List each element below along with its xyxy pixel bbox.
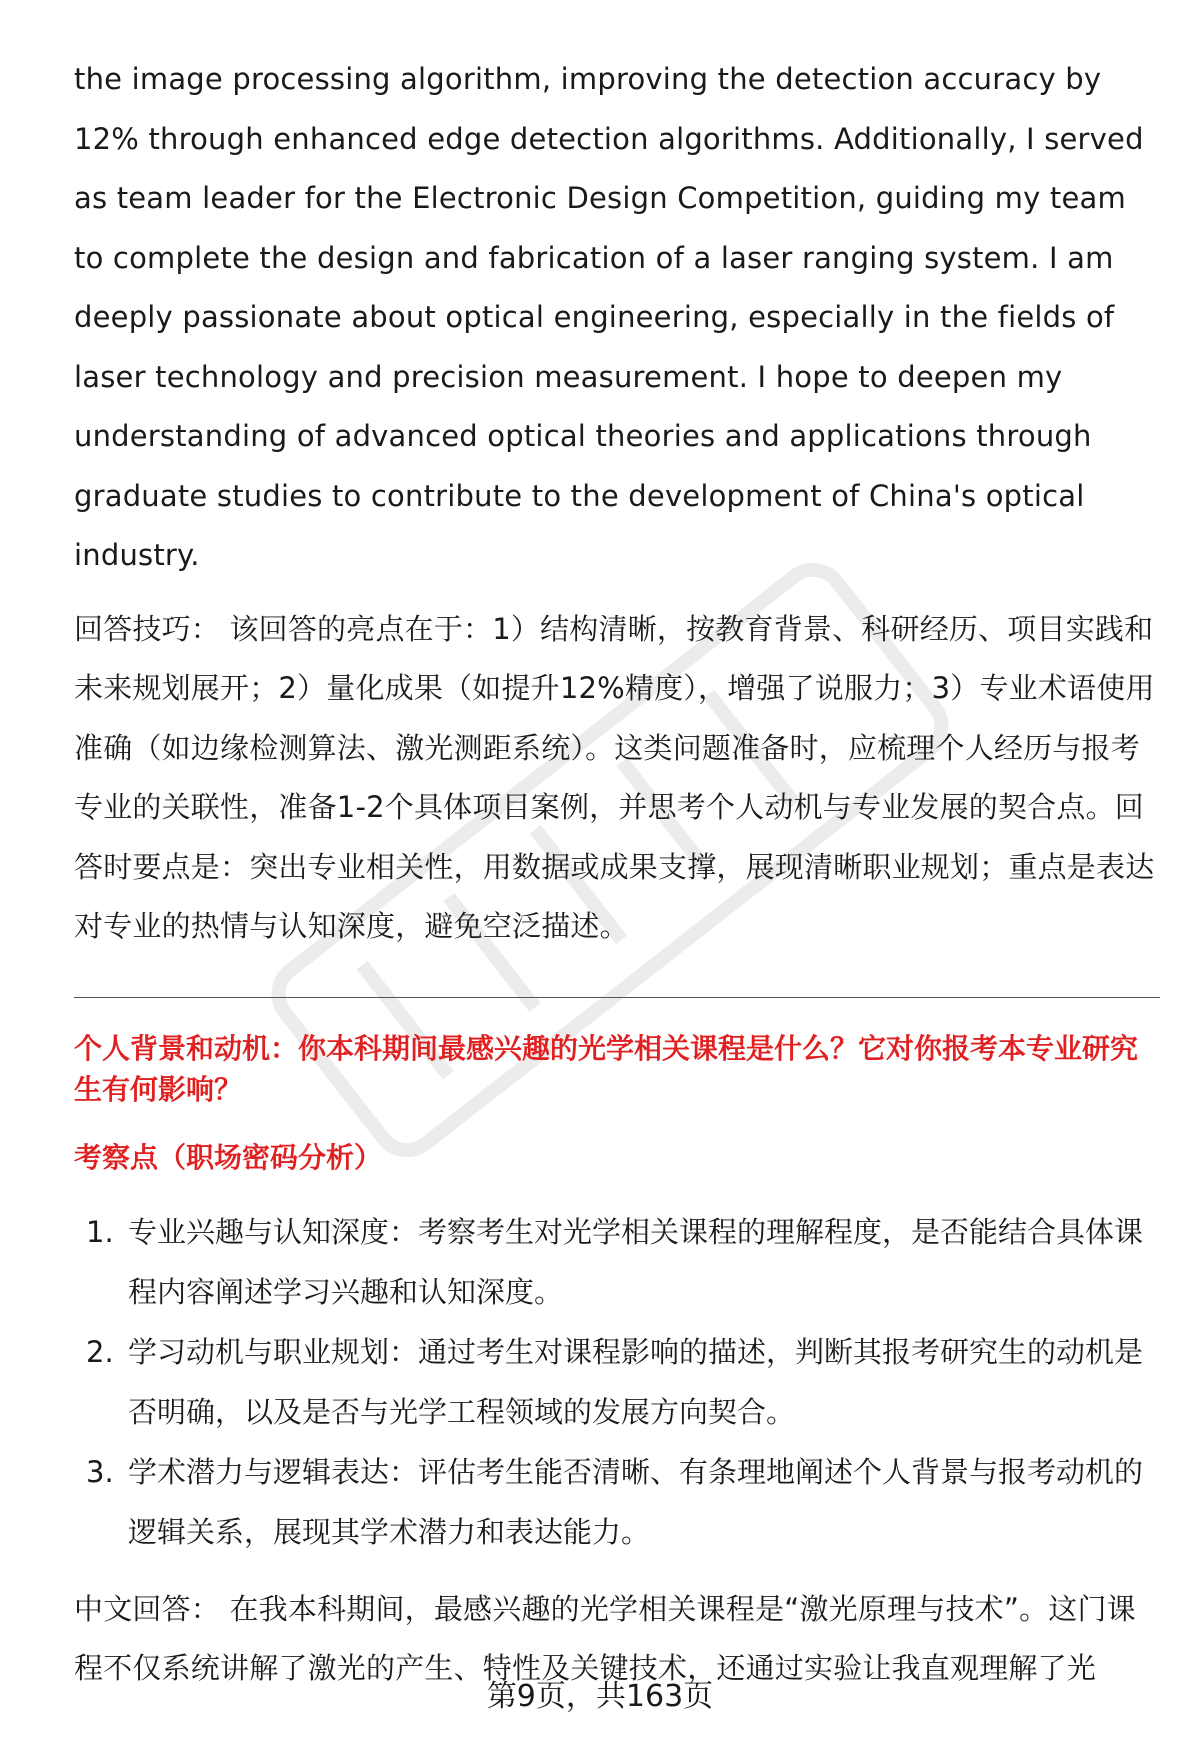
- page-number-footer: 第9页，共163页: [486, 1679, 714, 1714]
- section-divider: [74, 997, 1160, 998]
- list-item-text: 专业兴趣与认知深度：考察考生对光学相关课程的理解程度，是否能结合具体课程内容阐述学习兴趣和认知深度。: [128, 1214, 1144, 1309]
- answer-tip-label: 回答技巧：: [74, 611, 221, 646]
- points-title: 考察点（职场密码分析）: [74, 1140, 383, 1174]
- list-item-number: 2.: [86, 1334, 114, 1369]
- question-heading: 个人背景和动机：你本科期间最感兴趣的光学相关课程是什么？它对你报考本专业研究生有何影响？: [74, 1031, 1139, 1106]
- list-item: [74, 1202, 1160, 1322]
- list-item-text: 学术潜力与逻辑表达：评估考生能否清晰、有条理地阐述个人背景与报考动机的逻辑关系，展现其学术潜力和表达能力。: [128, 1454, 1144, 1549]
- list-item: [74, 1442, 1160, 1562]
- answer-tip-paragraph: [74, 600, 1160, 957]
- list-item-text: 学习动机与职业规划：通过考生对课程影响的描述，判断其报考研究生的动机是否明确，以及是否与光学工程领域的发展方向契合。: [128, 1334, 1144, 1429]
- points-list: [74, 1202, 1160, 1562]
- english-answer-paragraph: the image processing algorithm, improving the detection accuracy by 12% through enhanced edge detection algorithms. Additionally, I served as team leader for the Electronic Design Competition, guiding my team to complete the design and fabrication of a laser ranging system. I am deeply passionate about optical engineering, especially in the fields of laser technology and precision measurement. I hope to deepen my understanding of advanced optical theories and applications through graduate studies to contribute to the development of China's optical industry.: [74, 62, 1144, 572]
- list-item-number: 1.: [86, 1214, 114, 1249]
- list-item-number: 3.: [86, 1454, 114, 1489]
- list-item: [74, 1322, 1160, 1442]
- answer-tip-text: 该回答的亮点在于：1）结构清晰，按教育背景、科研经历、项目实践和未来规划展开；2）量化成果（如提升12%精度），增强了说服力；3）专业术语使用准确（如边缘检测算法、激光测距系统）。这类问题准备时，应梳理个人经历与报考专业的关联性，准备1-2个具体项目案例，并思考个人动机与专业发展的契合点。回答时要点是：突出专业相关性，用数据或成果支撑，展现清晰职业规划；重点是表达对专业的热情与认知深度，避免空泛描述。: [74, 611, 1155, 943]
- chinese-answer-label: 中文回答：: [74, 1591, 221, 1626]
- document-page: [74, 50, 1160, 1699]
- chinese-answer-text: 在我本科期间，最感兴趣的光学相关课程是“激光原理与技术”。这门课程不仅系统讲解了激光的产生、特性及关键技术，还通过实验让我直观理解了光: [74, 1591, 1136, 1685]
